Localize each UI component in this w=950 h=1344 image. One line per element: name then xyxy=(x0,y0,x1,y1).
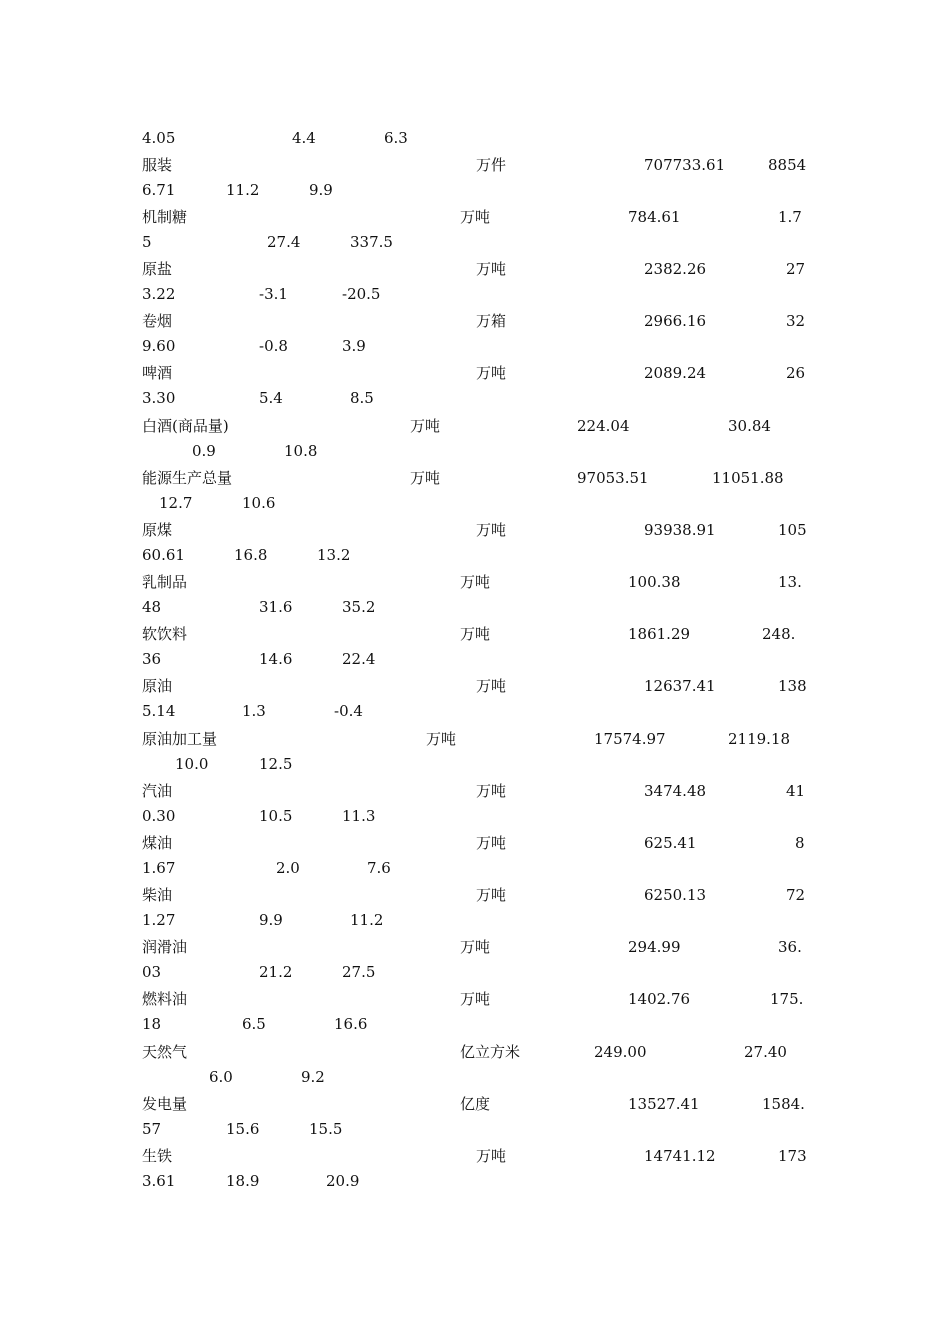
cell: 72 xyxy=(786,886,806,904)
cell: 6.3 xyxy=(384,129,408,147)
cell: 11.3 xyxy=(342,807,376,825)
text-line xyxy=(142,519,812,541)
text-line xyxy=(142,728,812,750)
cell: 卷烟 xyxy=(142,312,173,330)
cell: 625.41 xyxy=(644,834,697,852)
cell: -3.1 xyxy=(259,285,288,303)
cell: 原盐 xyxy=(142,260,173,278)
cell: 乳制品 xyxy=(142,573,188,591)
cell: 1.7 xyxy=(778,208,802,226)
cell: 7.6 xyxy=(367,859,391,877)
cell: 万吨 xyxy=(476,782,507,800)
cell: 14741.12 xyxy=(644,1147,716,1165)
cell: 万吨 xyxy=(476,364,507,382)
text-line xyxy=(142,700,812,722)
text-line xyxy=(142,415,812,437)
cell: 41 xyxy=(786,782,806,800)
cell: 3.22 xyxy=(142,285,176,303)
cell: 48 xyxy=(142,598,162,616)
cell: 27.4 xyxy=(267,233,301,251)
cell: 3.61 xyxy=(142,1172,176,1190)
text-line xyxy=(142,780,812,802)
cell: 6.71 xyxy=(142,181,176,199)
cell: 5 xyxy=(142,233,152,251)
cell: 100.38 xyxy=(628,573,681,591)
cell: 13. xyxy=(778,573,802,591)
cell: 亿度 xyxy=(460,1095,491,1113)
cell: 0.30 xyxy=(142,807,176,825)
cell: 万吨 xyxy=(460,938,491,956)
text-line xyxy=(142,857,812,879)
cell: 15.5 xyxy=(309,1120,343,1138)
cell: 18 xyxy=(142,1015,162,1033)
cell: 万吨 xyxy=(410,469,441,487)
cell: 337.5 xyxy=(350,233,393,251)
cell: 润滑油 xyxy=(142,938,188,956)
cell: 原油 xyxy=(142,677,173,695)
cell: 2.0 xyxy=(276,859,300,877)
cell: 万吨 xyxy=(460,573,491,591)
text-line xyxy=(142,258,812,280)
cell: 173 xyxy=(778,1147,807,1165)
cell: 8.5 xyxy=(350,389,374,407)
cell: 万吨 xyxy=(476,886,507,904)
text-line xyxy=(142,936,812,958)
cell: -20.5 xyxy=(342,285,381,303)
cell: 93938.91 xyxy=(644,521,716,539)
cell: 35.2 xyxy=(342,598,376,616)
cell: 燃料油 xyxy=(142,990,188,1008)
cell: 707733.61 xyxy=(644,156,726,174)
cell: 12.7 xyxy=(159,494,193,512)
cell: 11.2 xyxy=(350,911,384,929)
cell: 能源生产总量 xyxy=(142,469,233,487)
cell: 亿立方米 xyxy=(460,1043,521,1061)
cell: 天然气 xyxy=(142,1043,188,1061)
cell: 32 xyxy=(786,312,806,330)
cell: 10.0 xyxy=(175,755,209,773)
cell: 万吨 xyxy=(476,1147,507,1165)
cell: 4.4 xyxy=(292,129,316,147)
text-line xyxy=(142,675,812,697)
cell: 1.27 xyxy=(142,911,176,929)
cell: 万吨 xyxy=(426,730,457,748)
cell: 万吨 xyxy=(460,625,491,643)
cell: 9.2 xyxy=(301,1068,325,1086)
cell: 2966.16 xyxy=(644,312,707,330)
cell: 20.9 xyxy=(326,1172,360,1190)
text-line xyxy=(142,1013,812,1035)
cell: 13.2 xyxy=(317,546,351,564)
cell: 万吨 xyxy=(476,677,507,695)
cell: 105 xyxy=(778,521,807,539)
cell: 万吨 xyxy=(476,260,507,278)
text-line xyxy=(142,1118,812,1140)
cell: 294.99 xyxy=(628,938,681,956)
cell: 21.2 xyxy=(259,963,293,981)
cell: 57 xyxy=(142,1120,162,1138)
cell: 9.60 xyxy=(142,337,176,355)
cell: 软饮料 xyxy=(142,625,188,643)
cell: 服装 xyxy=(142,156,173,174)
cell: 万箱 xyxy=(476,312,507,330)
cell: 15.6 xyxy=(226,1120,260,1138)
cell: 249.00 xyxy=(594,1043,647,1061)
cell: 16.6 xyxy=(334,1015,368,1033)
cell: 14.6 xyxy=(259,650,293,668)
cell: 03 xyxy=(142,963,162,981)
cell: 224.04 xyxy=(577,417,630,435)
cell: 4.05 xyxy=(142,129,176,147)
cell: 万吨 xyxy=(476,834,507,852)
cell: 30.84 xyxy=(728,417,771,435)
text-line xyxy=(142,231,812,253)
cell: 2382.26 xyxy=(644,260,707,278)
text-line xyxy=(142,1066,812,1088)
text-line xyxy=(142,832,812,854)
cell: 10.5 xyxy=(259,807,293,825)
cell: 248. xyxy=(762,625,796,643)
cell: 万吨 xyxy=(476,521,507,539)
cell: 1861.29 xyxy=(628,625,691,643)
cell: -0.4 xyxy=(334,702,363,720)
cell: 万吨 xyxy=(410,417,441,435)
text-line xyxy=(142,623,812,645)
cell: 27.5 xyxy=(342,963,376,981)
text-line xyxy=(142,909,812,931)
text-line xyxy=(142,1093,812,1115)
cell: 原油加工量 xyxy=(142,730,218,748)
cell: 11.2 xyxy=(226,181,260,199)
text-line xyxy=(142,440,812,462)
cell: 2089.24 xyxy=(644,364,707,382)
cell: 啤酒 xyxy=(142,364,173,382)
cell: -0.8 xyxy=(259,337,288,355)
cell: 97053.51 xyxy=(577,469,649,487)
cell: 36 xyxy=(142,650,162,668)
cell: 煤油 xyxy=(142,834,173,852)
text-line xyxy=(142,648,812,670)
cell: 175. xyxy=(770,990,804,1008)
text-line xyxy=(142,206,812,228)
cell: 9.9 xyxy=(309,181,333,199)
cell: 11051.88 xyxy=(712,469,784,487)
text-line xyxy=(142,127,812,149)
cell: 27.40 xyxy=(744,1043,787,1061)
text-line xyxy=(142,335,812,357)
text-line xyxy=(142,387,812,409)
cell: 26 xyxy=(786,364,806,382)
text-line xyxy=(142,1170,812,1192)
text-line xyxy=(142,154,812,176)
text-line xyxy=(142,179,812,201)
text-line xyxy=(142,467,812,489)
text-line xyxy=(142,1145,812,1167)
cell: 原煤 xyxy=(142,521,173,539)
text-line xyxy=(142,283,812,305)
cell: 13527.41 xyxy=(628,1095,700,1113)
text-line xyxy=(142,544,812,566)
cell: 0.9 xyxy=(192,442,216,460)
cell: 1.67 xyxy=(142,859,176,877)
text-line xyxy=(142,805,812,827)
text-line xyxy=(142,596,812,618)
cell: 万吨 xyxy=(460,208,491,226)
cell: 生铁 xyxy=(142,1147,173,1165)
cell: 1.3 xyxy=(242,702,266,720)
cell: 2119.18 xyxy=(728,730,791,748)
text-line xyxy=(142,884,812,906)
cell: 万吨 xyxy=(460,990,491,1008)
cell: 机制糖 xyxy=(142,208,188,226)
cell: 12637.41 xyxy=(644,677,716,695)
cell: 6.5 xyxy=(242,1015,266,1033)
text-line xyxy=(142,492,812,514)
cell: 22.4 xyxy=(342,650,376,668)
cell: 10.8 xyxy=(284,442,318,460)
cell: 1584. xyxy=(762,1095,805,1113)
cell: 60.61 xyxy=(142,546,185,564)
cell: 3.30 xyxy=(142,389,176,407)
cell: 3.9 xyxy=(342,337,366,355)
text-line xyxy=(142,362,812,384)
cell: 5.4 xyxy=(259,389,283,407)
cell: 5.14 xyxy=(142,702,176,720)
cell: 6.0 xyxy=(209,1068,233,1086)
cell: 18.9 xyxy=(226,1172,260,1190)
cell: 10.6 xyxy=(242,494,276,512)
cell: 发电量 xyxy=(142,1095,188,1113)
cell: 27 xyxy=(786,260,806,278)
text-line xyxy=(142,310,812,332)
text-line xyxy=(142,571,812,593)
text-line xyxy=(142,1041,812,1063)
cell: 12.5 xyxy=(259,755,293,773)
cell: 784.61 xyxy=(628,208,681,226)
cell: 白酒(商品量) xyxy=(142,417,229,435)
cell: 17574.97 xyxy=(594,730,666,748)
text-line xyxy=(142,988,812,1010)
cell: 1402.76 xyxy=(628,990,691,1008)
cell: 6250.13 xyxy=(644,886,707,904)
cell: 16.8 xyxy=(234,546,268,564)
cell: 36. xyxy=(778,938,802,956)
cell: 汽油 xyxy=(142,782,173,800)
cell: 9.9 xyxy=(259,911,283,929)
cell: 3474.48 xyxy=(644,782,707,800)
text-line xyxy=(142,961,812,983)
cell: 柴油 xyxy=(142,886,173,904)
text-line xyxy=(142,753,812,775)
cell: 8 xyxy=(795,834,805,852)
cell: 8854 xyxy=(768,156,807,174)
cell: 31.6 xyxy=(259,598,293,616)
cell: 万件 xyxy=(476,156,507,174)
cell: 138 xyxy=(778,677,807,695)
